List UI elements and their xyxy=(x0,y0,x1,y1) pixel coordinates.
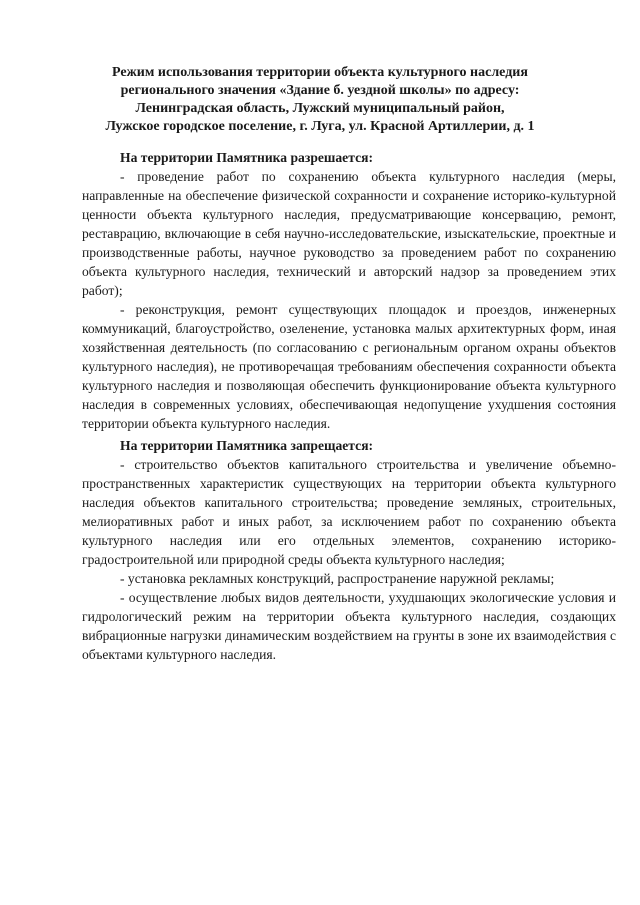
document-title xyxy=(60,64,580,136)
prohibited-item-1: - строительство объектов капитального строительства и увеличение объемно-пространственных характеристик существующих на территории объекта культурного наследия объектов капитального строительства; проведение земляных, строительных, мелиоративных работ и иных работ, за исключением работ по сохранению объекта культурного наследия или его отдельных элементов, сохранению историко-градостроительной или природной среды объекта культурного наследия; xyxy=(82,457,616,567)
title-line-2: регионального значения «Здание б. уездной школы» по адресу: xyxy=(120,83,520,98)
title-line-4: Лужское городское поселение, г. Луга, ул. Красной Артиллерии, д. 1 xyxy=(105,119,535,134)
prohibited-section xyxy=(82,436,616,664)
prohibited-item-2: - установка рекламных конструкций, распространение наружной рекламы; xyxy=(120,571,555,586)
title-line-3: Ленинградская область, Лужский муниципальный район, xyxy=(135,101,505,116)
prohibited-heading: На территории Памятника запрещается: xyxy=(120,438,374,453)
prohibited-item-3: - осуществление любых видов деятельности, ухудшающих экологические условия и гидрологический режим на территории объекта культурного наследия, создающих вибрационные нагрузки динамическим воздействием на грунты в зоне их взаимодействия с объектами культурного наследия. xyxy=(82,590,616,662)
allowed-section xyxy=(82,148,616,433)
allowed-item-1: - проведение работ по сохранению объекта культурного наследия (меры, направленные на обеспечение физической сохранности и сохранение историко-культурной ценности объекта культурного наследия, предусматривающие консервацию, ремонт, реставрацию, включающие в себя научно-исследовательские, изыскательские, проектные и производственные работы, научное руководство за проведением работ по сохранению объекта культурного наследия, технический и авторский надзор за проведением этих работ); xyxy=(82,169,616,298)
allowed-heading: На территории Памятника разрешается: xyxy=(120,150,373,165)
allowed-item-2: - реконструкция, ремонт существующих площадок и проездов, инженерных коммуникаций, благоустройство, озеленение, установка малых архитектурных форм, иная хозяйственная деятельность (по согласованию с региональным органом охраны объектов культурного наследия), не противоречащая требованиям обеспечения сохранности объекта культурного наследия и позволяющая обеспечить функционирование объекта культурного наследия в современных условиях, обеспечивающая недопущение ухудшения состояния территории объекта культурного наследия. xyxy=(82,302,616,431)
title-line-1: Режим использования территории объекта культурного наследия xyxy=(112,65,528,80)
